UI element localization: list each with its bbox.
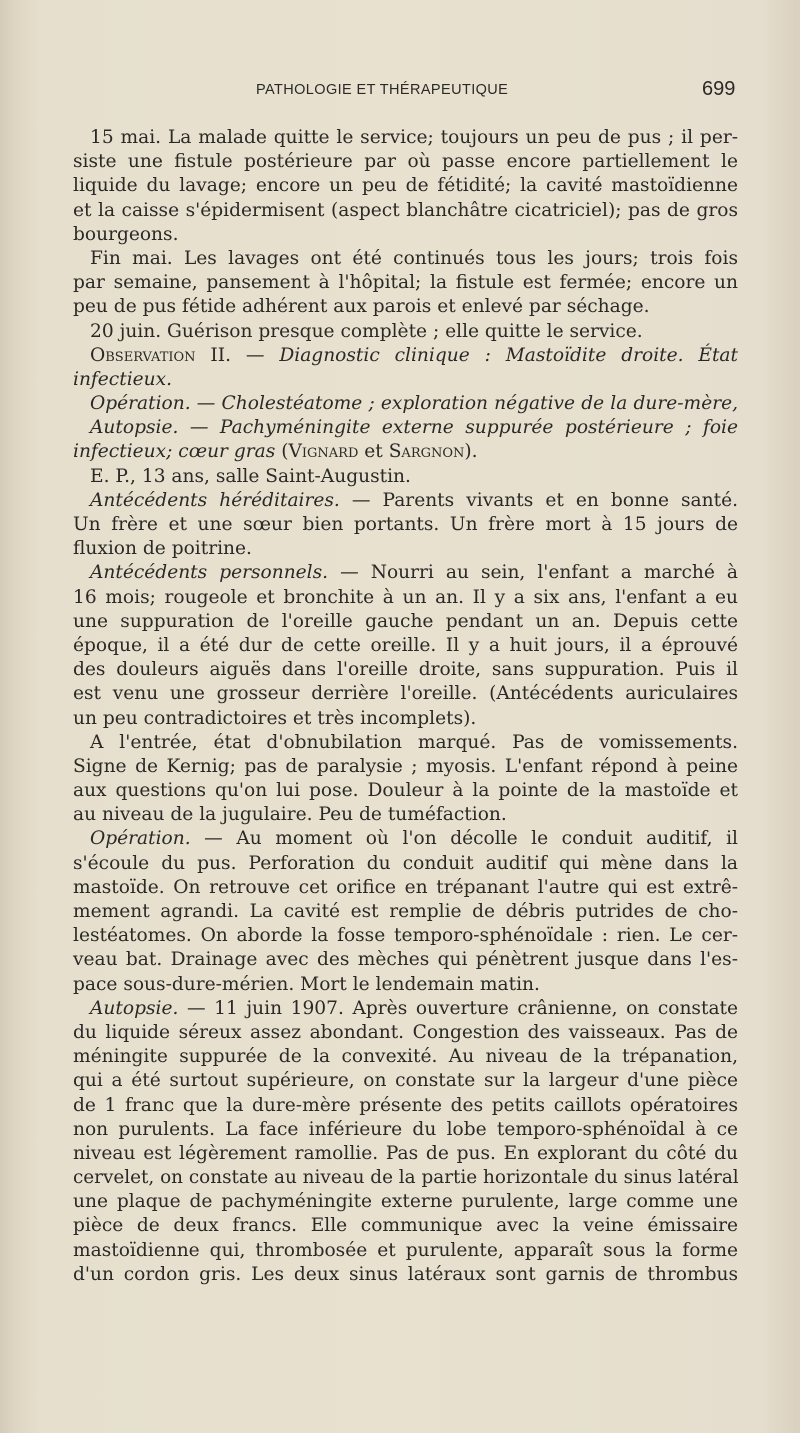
text-segment: niveau est légèrement ramollie. Pas de pus. En explorant du côté du <box>73 1142 738 1164</box>
text-line <box>73 368 738 392</box>
text-line <box>73 440 738 464</box>
text-segment: mastoïde. On retrouve cet orifice en trépanant l'autre qui est extrê- <box>73 876 738 898</box>
text-line <box>73 320 738 344</box>
text-line <box>73 1094 738 1118</box>
text-line <box>73 948 738 972</box>
text-line <box>73 1263 738 1287</box>
text-segment: qui a été surtout supérieure, on constate sur la largeur d'une pièce <box>73 1070 738 1092</box>
text-segment: Signe de Kernig; pas de paralysie ; myosis. L'enfant répond à peine <box>73 755 738 777</box>
text-segment: un peu contradictoires et très incomplets). <box>73 707 477 729</box>
text-segment: de 1 franc que la dure-mère présente des petits caillots opératoires <box>73 1094 738 1116</box>
text-segment: A l'entrée, état d'obnubilation marqué. Pas de vomissements. <box>90 731 738 753</box>
text-line <box>73 1239 738 1263</box>
text-segment: une suppuration de l'oreille gauche pendant un an. Depuis cette <box>73 610 738 632</box>
text-segment: méningite suppurée de la convexité. Au niveau de la trépanation, <box>73 1046 738 1068</box>
text-line <box>73 658 738 682</box>
text-line <box>73 465 738 489</box>
text-line <box>73 924 738 948</box>
text-line <box>73 779 738 803</box>
body-text <box>73 126 738 1287</box>
text-segment: — 11 juin 1907. Après ouverture crânienne, on constate <box>178 997 738 1019</box>
text-segment: Un frère et une sœur bien portants. Un frère mort à 15 jours de <box>73 514 738 535</box>
text-segment: et <box>358 441 389 463</box>
text-line <box>73 392 738 416</box>
text-segment: veau bat. Drainage avec des mèches qui pénètrent jusque dans l'es- <box>73 949 738 971</box>
text-line <box>73 803 738 827</box>
text-segment: 15 mai. La malade quitte le service; toujours un peu de pus ; il per- <box>90 127 738 148</box>
text-segment: lestéatomes. On aborde la fosse temporo-sphénoïdale : rien. Le cer- <box>73 925 738 947</box>
text-line <box>73 223 738 247</box>
text-line <box>73 1069 738 1093</box>
text-segment: infectieux; cœur gras <box>73 441 276 463</box>
text-segment: s'écoule du pus. Perforation du conduit auditif qui mène dans la <box>73 852 738 874</box>
text-segment: ). <box>464 441 478 463</box>
text-line <box>73 1190 738 1214</box>
text-segment: Autopsie. — Pachyméningite externe suppurée postérieure ; foie <box>90 417 738 439</box>
text-line <box>73 247 738 271</box>
page-header <box>0 78 800 104</box>
text-segment: pièce de deux francs. Elle communique avec la veine émissaire <box>73 1215 738 1237</box>
text-line <box>73 537 738 561</box>
text-line <box>73 174 738 198</box>
text-segment: par semaine, pansement à l'hôpital; la fistule est fermée; encore un <box>73 272 738 294</box>
text-segment: d'un cordon gris. Les deux sinus latéraux sont garnis de thrombus <box>73 1263 738 1285</box>
text-segment: aux questions qu'on lui pose. Douleur à la pointe de la mastoïde et <box>73 780 738 802</box>
text-line <box>73 634 738 658</box>
text-line <box>73 416 738 440</box>
text-segment: Opération. <box>90 828 191 850</box>
text-line <box>73 1214 738 1238</box>
text-line <box>73 1142 738 1166</box>
text-segment: Sargnon <box>388 441 465 463</box>
text-segment: Diagnostic clinique : Mastoïdite droite. État <box>279 344 738 366</box>
text-segment: E. P., 13 ans, salle Saint-Augustin. <box>90 465 411 487</box>
text-line <box>73 150 738 174</box>
text-segment: époque, il a été dur de cette oreille. Il y a huit jours, il a éprouvé <box>73 634 738 656</box>
text-segment: non purulents. La face inférieure du lobe temporo-sphénoïdal à ce <box>73 1118 738 1140</box>
text-line <box>73 755 738 779</box>
text-segment: infectieux. <box>73 368 173 390</box>
text-segment: Vignard <box>288 441 359 463</box>
text-line <box>73 586 738 610</box>
text-segment: 16 mois; rougeole et bronchite à un an. Il y a six ans, l'enfant a eu <box>73 586 738 608</box>
text-line <box>73 1021 738 1045</box>
text-line <box>73 344 738 368</box>
text-segment: une plaque de pachyméningite externe purulente, large comme une <box>73 1191 738 1213</box>
text-segment: bourgeons. <box>73 223 179 245</box>
text-segment: pace sous-dure-mérien. Mort le lendemain matin. <box>73 973 540 995</box>
text-segment: mastoïdienne qui, thrombosée et purulente, apparaît sous la forme <box>73 1239 738 1261</box>
text-line <box>73 199 738 223</box>
text-segment: 20 juin. Guérison presque complète ; elle quitte le service. <box>90 320 643 342</box>
text-line <box>73 1166 738 1190</box>
text-segment: Antécédents personnels. <box>90 562 329 584</box>
page-number: 699 <box>702 78 736 100</box>
text-line <box>73 271 738 295</box>
text-line <box>73 682 738 706</box>
running-head: PATHOLOGIE ET THÉRAPEUTIQUE <box>256 82 509 98</box>
text-segment: cervelet, on constate au niveau de la partie horizontale du sinus latéral <box>73 1167 739 1189</box>
text-segment: liquide du lavage; encore un peu de fétidité; la cavité mastoïdienne <box>73 175 738 197</box>
text-segment: ( <box>275 441 289 463</box>
text-segment: — Nourri au sein, l'enfant a marché à <box>328 562 738 584</box>
text-line <box>73 1118 738 1142</box>
text-line <box>73 513 738 537</box>
text-segment: Opération. — Cholestéatome ; exploration négative de la dure-mère, <box>90 393 738 415</box>
text-segment: mement agrandi. La cavité est remplie de débris putrides de cho- <box>73 901 738 922</box>
text-segment: — Parents vivants et en bonne santé. <box>339 489 739 511</box>
text-line <box>73 876 738 900</box>
text-segment: Antécédents héréditaires. <box>90 489 340 511</box>
text-segment: siste une fistule postérieure par où passe encore partiellement le <box>73 151 738 173</box>
text-segment: est venu une grosseur derrière l'oreille. (Antécédents auriculaires <box>73 683 738 705</box>
text-segment: des douleurs aiguës dans l'oreille droite, sans suppuration. Puis il <box>73 659 738 681</box>
text-line <box>73 997 738 1021</box>
text-line <box>73 973 738 997</box>
text-line <box>73 610 738 634</box>
text-segment: peu de pus fétide adhérent aux parois et enlevé par séchage. <box>73 296 650 318</box>
text-line <box>73 489 738 513</box>
text-line <box>73 827 738 851</box>
text-segment: Observation <box>90 344 196 366</box>
text-segment: et la caisse s'épidermisent (aspect blanchâtre cicatriciel); pas de gros <box>73 199 738 221</box>
text-segment: du liquide séreux assez abondant. Congestion des vaisseaux. Pas de <box>73 1021 738 1043</box>
text-segment: fluxion de poitrine. <box>73 538 252 560</box>
text-line <box>73 731 738 755</box>
text-segment: Autopsie. <box>90 997 179 1019</box>
text-line <box>73 1045 738 1069</box>
text-segment: II. — <box>195 344 280 366</box>
text-line <box>73 900 738 924</box>
text-line <box>73 126 738 150</box>
text-segment: — Au moment où l'on décolle le conduit auditif, il <box>190 828 738 850</box>
text-line <box>73 707 738 731</box>
text-line <box>73 852 738 876</box>
text-segment: Fin mai. Les lavages ont été continués tous les jours; trois fois <box>90 247 738 269</box>
text-line <box>73 295 738 319</box>
text-line <box>73 561 738 585</box>
text-segment: au niveau de la jugulaire. Peu de tuméfaction. <box>73 804 507 826</box>
